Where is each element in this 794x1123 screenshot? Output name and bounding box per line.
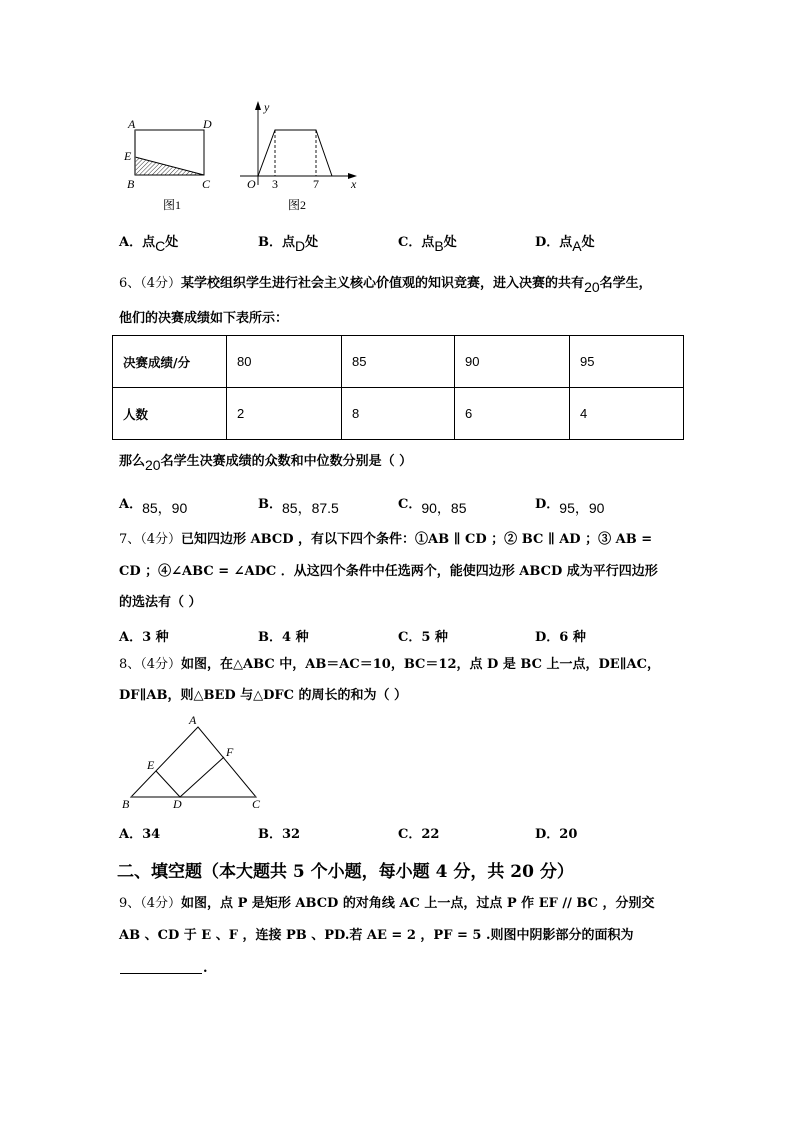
- option-value: 5 种: [421, 630, 448, 645]
- option-value: 95，90: [559, 500, 605, 516]
- q5-option-d[interactable]: [535, 231, 595, 254]
- stem-number: 20: [145, 457, 161, 473]
- q6-option-b[interactable]: [258, 493, 339, 516]
- fig1-caption: 图1: [163, 198, 182, 212]
- table-cell: 80: [227, 336, 342, 388]
- option-text: 点: [282, 235, 296, 250]
- option-letter: B．: [258, 827, 282, 842]
- q8-point-d: D: [173, 797, 182, 811]
- q7-option-c[interactable]: [398, 626, 448, 645]
- option-value: 6 种: [559, 630, 586, 645]
- option-value: 85，90: [142, 500, 188, 516]
- fig2-tick-7: 7: [313, 177, 319, 191]
- stem-text: 如图，点 P 是矩形 ABCD 的对角线 AC 上一点，过点 P 作 EF // BC ，分别交: [181, 896, 655, 911]
- option-letter: C．: [398, 497, 422, 512]
- option-point: D: [295, 238, 306, 254]
- q5-option-b[interactable]: [258, 231, 319, 254]
- fig2-caption: 图2: [288, 198, 307, 212]
- option-letter: C．: [398, 235, 422, 250]
- q6-option-c[interactable]: [398, 493, 467, 516]
- q8-option-c[interactable]: [398, 823, 439, 842]
- section-heading: 二、填空题（本大题共 5 个小题，每小题 4 分，共 20 分）: [117, 862, 574, 882]
- q8-point-b: B: [122, 797, 130, 811]
- question-number: 9、（4分）: [119, 896, 182, 911]
- q8-option-d[interactable]: [535, 823, 577, 842]
- q6-option-a[interactable]: [119, 493, 188, 516]
- table-cell: 95: [570, 336, 684, 388]
- q8-option-a[interactable]: [119, 823, 160, 842]
- fig2-tick-3: 3: [272, 177, 278, 191]
- q8-point-a: A: [189, 713, 197, 727]
- figure-2-graph: [235, 98, 365, 188]
- q7-option-a[interactable]: [119, 626, 169, 645]
- fig1-point-d: D: [203, 117, 212, 131]
- q7-stem-line3: 的选法有（ ）: [119, 595, 202, 610]
- option-letter: D．: [535, 827, 560, 842]
- option-value: 20: [559, 827, 578, 842]
- table-cell: 6: [455, 388, 570, 440]
- table-row: [113, 388, 684, 440]
- q7-option-d[interactable]: [535, 626, 586, 645]
- q8-stem-line2: DF∥AB，则△BED 与△DFC 的周长的和为（ ）: [119, 688, 408, 703]
- q8-point-c: C: [252, 797, 261, 811]
- table-header-cell: 决赛成绩/分: [113, 336, 227, 388]
- option-text: 点: [559, 235, 573, 250]
- option-letter: A．: [119, 497, 143, 512]
- q8-point-e: E: [147, 758, 155, 772]
- table-cell: 90: [455, 336, 570, 388]
- option-letter: D．: [535, 235, 560, 250]
- option-value: 4 种: [282, 630, 309, 645]
- table-row: [113, 336, 684, 388]
- option-letter: B．: [258, 235, 282, 250]
- option-value: 22: [421, 827, 440, 842]
- table-cell: 4: [570, 388, 684, 440]
- option-text: 处: [165, 235, 179, 250]
- option-text: 处: [581, 235, 595, 250]
- fig1-point-c: C: [202, 177, 211, 191]
- fig2-axis-x-label: x: [351, 177, 357, 191]
- q7-option-b[interactable]: [258, 626, 309, 645]
- blank-period: .: [203, 961, 208, 976]
- option-letter: A．: [119, 235, 143, 250]
- option-text: 点: [421, 235, 435, 250]
- option-letter: C．: [398, 827, 422, 842]
- stem-number: 20: [584, 279, 600, 295]
- option-value: 3 种: [142, 630, 169, 645]
- stem-text: 名学生决赛成绩的众数和中位数分别是（ ）: [160, 454, 413, 469]
- option-letter: A．: [119, 827, 143, 842]
- stem-text: 已知四边形 ABCD ，有以下四个条件：①AB ∥ CD ；② BC ∥ AD ；③ AB =: [181, 532, 653, 547]
- table-header-cell: 人数: [113, 388, 227, 440]
- stem-text: 某学校组织学生进行社会主义核心价值观的知识竞赛，进入决赛的共有: [181, 276, 585, 291]
- q6-option-d[interactable]: [535, 493, 605, 516]
- option-value: 90，85: [421, 500, 467, 516]
- q7-stem-line1: [119, 532, 652, 548]
- q8-option-b[interactable]: [258, 823, 300, 842]
- q9-stem-line2: AB 、CD 于 E 、F ，连接 PB 、PD.若 AE = 2 ，PF = 5 .则图中阴影部分的面积为: [119, 928, 634, 943]
- q6-stem-line1: [119, 274, 652, 295]
- q6-stem-line2: 他们的决赛成绩如下表所示：: [119, 311, 289, 326]
- q9-stem-line1: [119, 896, 655, 912]
- table-cell: 8: [342, 388, 455, 440]
- fig1-point-b: B: [127, 177, 135, 191]
- option-letter: B．: [258, 497, 282, 512]
- question-number: 7、（4分）: [119, 532, 182, 547]
- fig2-origin-label: O: [247, 177, 256, 191]
- q6-question: [119, 452, 413, 473]
- answer-blank[interactable]: [120, 973, 202, 974]
- option-letter: A．: [119, 630, 143, 645]
- stem-text: 名学生，: [599, 276, 652, 291]
- table-cell: 85: [342, 336, 455, 388]
- fig2-axis-y-label: y: [264, 100, 270, 114]
- option-point: B: [434, 238, 444, 254]
- option-letter: D．: [535, 630, 560, 645]
- score-table: [112, 335, 684, 440]
- q5-option-a[interactable]: [119, 231, 179, 254]
- q7-stem-line2: CD ；④∠ABC = ∠ADC ．从这四个条件中任选两个，能使四边形 ABCD 成为平行四边形: [119, 564, 658, 579]
- option-text: 处: [305, 235, 319, 250]
- option-text: 点: [142, 235, 156, 250]
- option-letter: C．: [398, 630, 422, 645]
- option-point: C: [155, 238, 166, 254]
- table-cell: 2: [227, 388, 342, 440]
- stem-text: 如图，在△ABC 中，AB＝AC＝10，BC＝12，点 D 是 BC 上一点，DE∥AC，: [181, 657, 660, 672]
- option-letter: D．: [535, 497, 560, 512]
- fig1-point-e: E: [124, 149, 132, 163]
- option-value: 32: [282, 827, 301, 842]
- option-value: 34: [142, 827, 161, 842]
- stem-text: 那么: [119, 454, 146, 469]
- option-point: A: [572, 238, 582, 254]
- fig1-point-a: A: [128, 117, 136, 131]
- option-text: 处: [443, 235, 457, 250]
- q5-option-c[interactable]: [398, 231, 457, 254]
- q8-stem-line1: [119, 657, 660, 673]
- q8-point-f: F: [226, 745, 234, 759]
- question-number: 8、（4分）: [119, 657, 182, 672]
- option-value: 85，87.5: [282, 500, 339, 516]
- option-letter: B．: [258, 630, 282, 645]
- question-number: 6、（4分）: [119, 276, 182, 291]
